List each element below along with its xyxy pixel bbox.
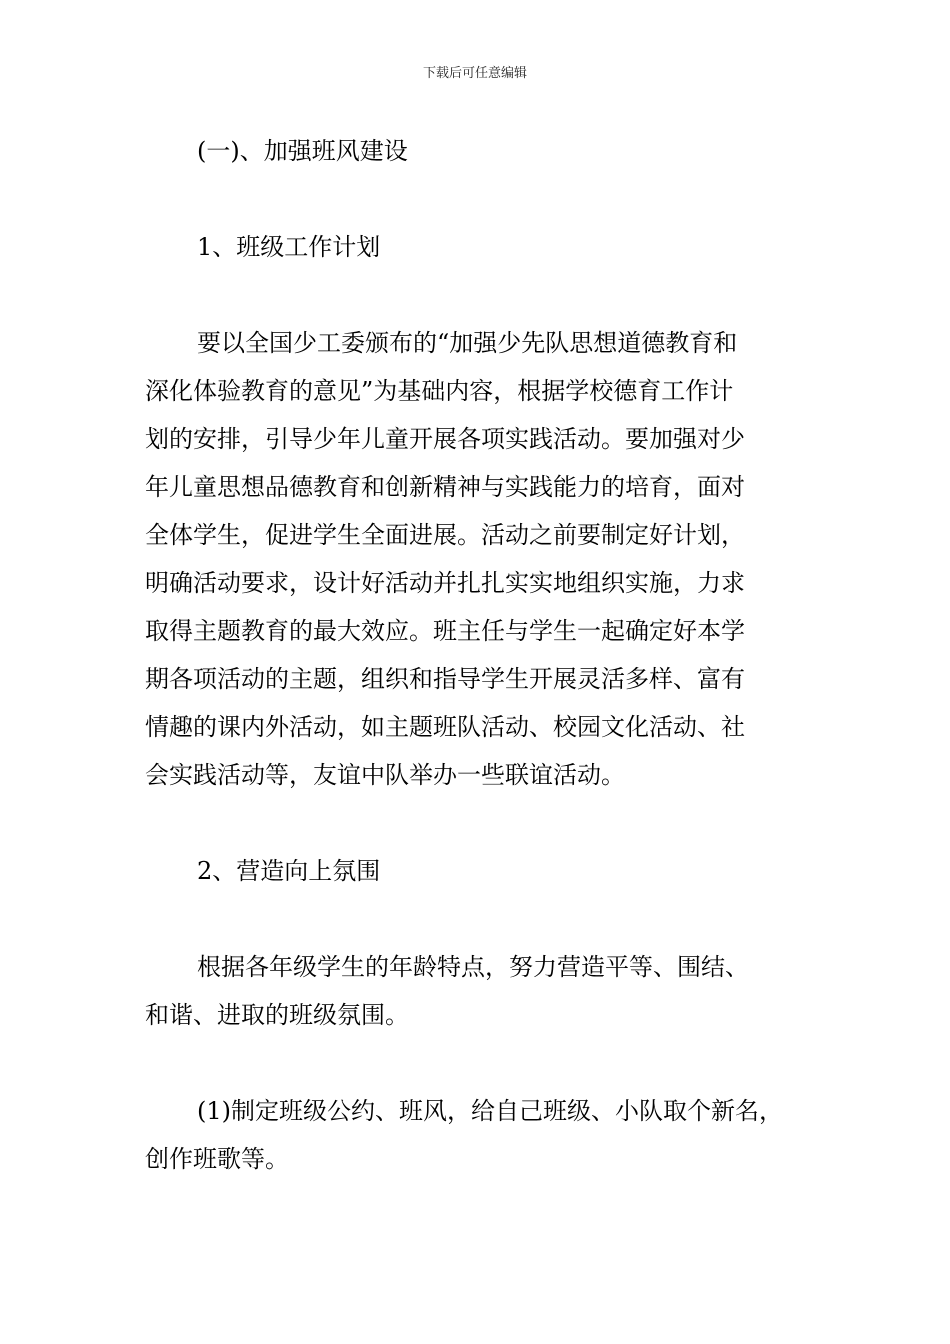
paragraph-work-plan: [145, 319, 810, 799]
paragraph-line: (1)制定班级公约、班风，给自己班级、小队取个新名，: [197, 1097, 783, 1125]
paragraph-line: 年儿童思想品德教育和创新精神与实践能力的培育，面对: [145, 473, 745, 501]
document-body: [145, 127, 810, 1183]
paragraph-line: 期各项活动的主题，组织和指导学生开展灵活多样、富有: [145, 665, 745, 693]
paragraph-line: 会实践活动等，友谊中队举办一些联谊活动。: [145, 761, 625, 789]
paragraph-line: 要以全国少工委颁布的“加强少先队思想道德教育和: [197, 329, 738, 357]
paragraph-line: 根据各年级学生的年龄特点，努力营造平等、围结、: [197, 953, 749, 981]
paragraph-line: 和谐、进取的班级氛围。: [145, 1001, 409, 1029]
paragraph-line: 全体学生，促进学生全面进展。活动之前要制定好计划，: [145, 521, 745, 549]
paragraph-line: 划的安排，引导少年儿童开展各项实践活动。要加强对少: [145, 425, 745, 453]
paragraph-atmosphere: [145, 943, 810, 1039]
paragraph-line: 深化体验教育的意见”为基础内容，根据学校德育工作计: [145, 377, 734, 405]
paragraph-class-convention: [145, 1087, 810, 1183]
paragraph-line: 明确活动要求，设计好活动并扎扎实实地组织实施，力求: [145, 569, 745, 597]
page-header: 下载后可任意编辑: [422, 66, 527, 81]
subheading-class-work-plan: 1、班级工作计划: [197, 233, 381, 261]
section-heading: (一)、加强班风建设: [197, 137, 408, 165]
paragraph-line: 取得主题教育的最大效应。班主任与学生一起确定好本学: [145, 617, 745, 645]
paragraph-line: 创作班歌等。: [145, 1145, 289, 1173]
paragraph-line: 情趣的课内外活动，如主题班队活动、校园文化活动、社: [145, 713, 745, 741]
subheading-positive-atmosphere: 2、营造向上氛围: [197, 857, 381, 885]
